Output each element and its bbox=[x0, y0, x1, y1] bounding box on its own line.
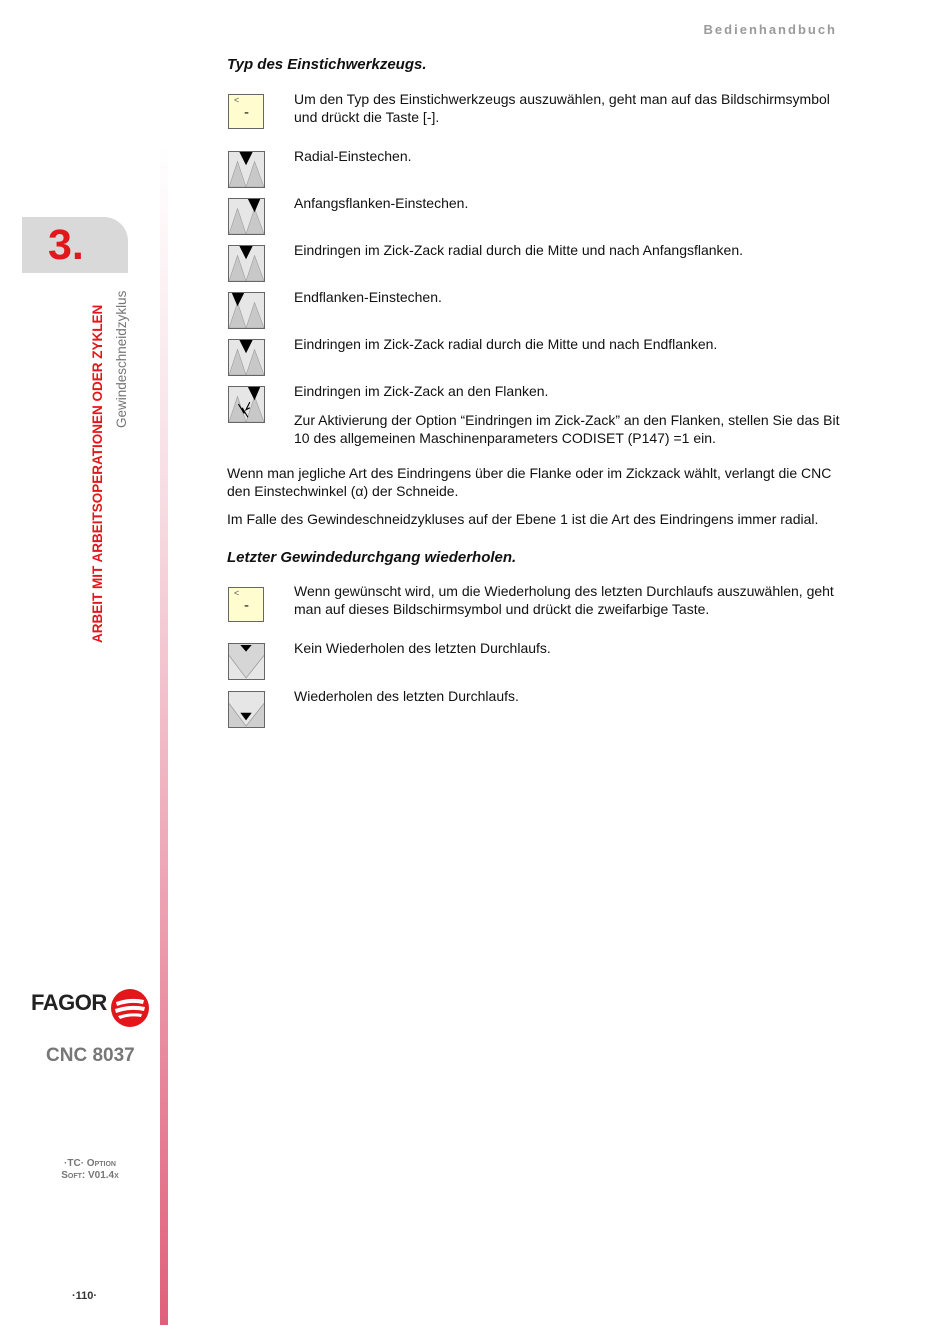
key-symbol: - bbox=[244, 597, 249, 614]
option-label-leading-flank: Anfangsflanken-Einstechen. bbox=[294, 195, 469, 211]
tool-type-intro: Um den Typ des Einstichwerkzeugs auszuwählen, geht man auf das Bildschirmsymbol und drückt die Taste [-]. bbox=[294, 91, 830, 125]
minus-key-icon bbox=[228, 587, 264, 622]
option-label-zigzag-trailing: Eindringen im Zick-Zack radial durch die Mitte und nach Endflanken. bbox=[294, 336, 718, 352]
repeat-pass-intro: Wenn gewünscht wird, um die Wiederholung des letzten Durchlaufs auszuwählen, geht man auf dieses Bildschirmsymbol und drückt die zweifarbige Taste. bbox=[294, 583, 834, 617]
key-symbol: - bbox=[244, 104, 249, 121]
minus-key-icon bbox=[228, 94, 264, 129]
repeat-pass-icon bbox=[228, 691, 265, 728]
section-title-repeat-pass: Letzter Gewindedurchgang wiederholen. bbox=[227, 549, 517, 566]
option-label-repeat: Wiederholen des letzten Durchlaufs. bbox=[294, 688, 519, 704]
model-label: CNC 8037 bbox=[46, 1045, 135, 1066]
fagor-logo-icon bbox=[110, 988, 150, 1028]
page-number: ·110· bbox=[72, 1290, 98, 1302]
option-label: ·TC· Option bbox=[64, 1158, 116, 1169]
zigzag-radial-leading-icon bbox=[228, 245, 265, 282]
manual-header: Bedienhandbuch bbox=[703, 22, 837, 37]
software-version: Soft: V01.4x bbox=[61, 1170, 119, 1181]
zigzag-radial-trailing-icon bbox=[228, 339, 265, 376]
radial-infeed-icon bbox=[228, 151, 265, 188]
zigzag-activation-note: Zur Aktivierung der Option “Eindringen im Zick-Zack” an den Flanken, stellen Sie das Bit 10 des allgemeinen Maschinenparameters CODISET (P147) =1 ein. bbox=[294, 412, 840, 446]
no-repeat-pass-icon bbox=[228, 643, 265, 680]
key-corner-mark: < bbox=[234, 588, 240, 598]
fagor-logo-text: FAGOR bbox=[31, 990, 107, 1015]
zigzag-flanks-icon bbox=[228, 386, 265, 423]
option-label-zigzag-leading: Eindringen im Zick-Zack radial durch die Mitte und nach Anfangsflanken. bbox=[294, 242, 744, 258]
section-subtitle: Gewindeschneidzyklus bbox=[114, 290, 129, 428]
infeed-angle-paragraph: Wenn man jegliche Art des Eindringens über die Flanke oder im Zickzack wählt, verlangt die CNC den Einstechwinkel (α) der Schneide. bbox=[227, 465, 832, 499]
option-label-radial: Radial-Einstechen. bbox=[294, 148, 412, 164]
trailing-flank-infeed-icon bbox=[228, 292, 265, 329]
chapter-title: ARBEIT MIT ARBEITSOPERATIONEN ODER ZYKLEN bbox=[90, 304, 105, 643]
leading-flank-infeed-icon bbox=[228, 198, 265, 235]
option-label-trailing-flank: Endflanken-Einstechen. bbox=[294, 289, 442, 305]
sidebar-gradient-bar bbox=[160, 145, 168, 1325]
option-label-no-repeat: Kein Wiederholen des letzten Durchlaufs. bbox=[294, 640, 551, 656]
chapter-number: 3. bbox=[48, 221, 84, 269]
option-label-zigzag-flanks: Eindringen im Zick-Zack an den Flanken. bbox=[294, 383, 549, 399]
key-corner-mark: < bbox=[234, 95, 240, 105]
section-title-tool-type: Typ des Einstichwerkzeugs. bbox=[227, 56, 427, 73]
plane1-paragraph: Im Falle des Gewindeschneidzykluses auf der Ebene 1 ist die Art des Eindringens immer radial. bbox=[227, 511, 819, 527]
